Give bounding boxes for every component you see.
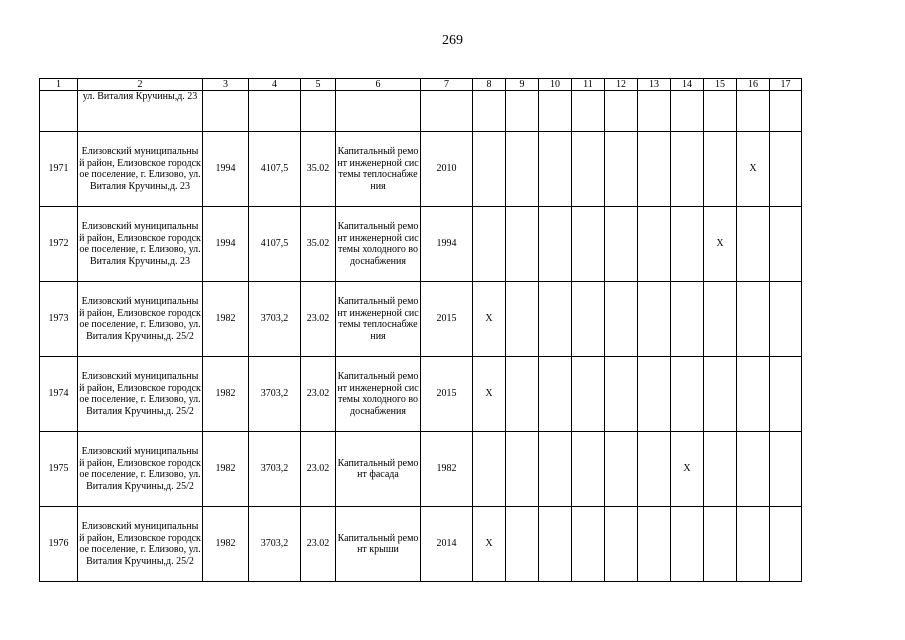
mark-cell <box>572 357 605 432</box>
address-cell: Елизовский муниципальный район, Елизовское городское поселение, г. Елизово, ул. Виталия Кручины,д. 25/2 <box>78 507 203 582</box>
mark-cell <box>506 432 539 507</box>
table-cell <box>770 91 802 132</box>
column-header: 5 <box>301 79 336 91</box>
column-header: 3 <box>203 79 249 91</box>
column-header: 8 <box>473 79 506 91</box>
column-header: 4 <box>249 79 301 91</box>
mark-cell <box>671 132 704 207</box>
address-cell: Елизовский муниципальный район, Елизовское городское поселение, г. Елизово, ул. Виталия Кручины,д. 25/2 <box>78 357 203 432</box>
mark-cell <box>539 132 572 207</box>
column-header: 15 <box>704 79 737 91</box>
mark-cell <box>605 432 638 507</box>
mark-cell: X <box>473 507 506 582</box>
table-cell <box>737 91 770 132</box>
build-year-cell: 1994 <box>203 132 249 207</box>
mark-cell <box>473 432 506 507</box>
mark-cell <box>704 132 737 207</box>
column-header: 2 <box>78 79 203 91</box>
mark-cell <box>737 207 770 282</box>
build-year-cell: 1982 <box>203 357 249 432</box>
address-cell: Елизовский муниципальный район, Елизовское городское поселение, г. Елизово, ул. Виталия Кручины,д. 23 <box>78 132 203 207</box>
table-cell <box>572 91 605 132</box>
build-year-cell: 1982 <box>203 507 249 582</box>
table-cell <box>704 91 737 132</box>
row-number: 1972 <box>40 207 78 282</box>
row-number: 1973 <box>40 282 78 357</box>
mark-cell <box>572 507 605 582</box>
row-number: 1975 <box>40 432 78 507</box>
mark-cell <box>539 432 572 507</box>
area-cell: 3703,2 <box>249 282 301 357</box>
header-row <box>40 79 802 91</box>
mark-cell <box>605 207 638 282</box>
mark-cell <box>605 282 638 357</box>
table-cell <box>421 91 473 132</box>
column-header: 7 <box>421 79 473 91</box>
plan-year-cell: 1994 <box>421 207 473 282</box>
mark-cell <box>770 282 802 357</box>
mark-cell <box>704 282 737 357</box>
table-cell <box>40 91 78 132</box>
mark-cell <box>506 357 539 432</box>
mark-cell <box>473 132 506 207</box>
mark-cell <box>671 357 704 432</box>
table-row <box>40 132 802 207</box>
plan-year-cell: 2015 <box>421 357 473 432</box>
code-cell: 23.02 <box>301 507 336 582</box>
mark-cell <box>671 282 704 357</box>
work-type-cell: Капитальный ремонт фасада <box>336 432 421 507</box>
mark-cell <box>638 207 671 282</box>
mark-cell <box>572 207 605 282</box>
table-row <box>40 207 802 282</box>
mark-cell <box>704 432 737 507</box>
column-header: 9 <box>506 79 539 91</box>
table-row <box>40 282 802 357</box>
mark-cell <box>605 132 638 207</box>
area-cell: 3703,2 <box>249 357 301 432</box>
code-cell: 23.02 <box>301 357 336 432</box>
address-continuation: ул. Виталия Кручины,д. 23 <box>78 91 203 132</box>
column-header: 17 <box>770 79 802 91</box>
mark-cell <box>671 207 704 282</box>
mark-cell <box>605 357 638 432</box>
build-year-cell: 1982 <box>203 432 249 507</box>
mark-cell <box>506 132 539 207</box>
page-number: 269 <box>442 33 463 48</box>
mark-cell: X <box>704 207 737 282</box>
mark-cell: X <box>473 357 506 432</box>
column-header: 10 <box>539 79 572 91</box>
table-cell <box>301 91 336 132</box>
mark-cell <box>572 432 605 507</box>
table-cell <box>203 91 249 132</box>
build-year-cell: 1982 <box>203 282 249 357</box>
area-cell: 3703,2 <box>249 432 301 507</box>
mark-cell <box>737 507 770 582</box>
mark-cell <box>473 207 506 282</box>
mark-cell <box>704 357 737 432</box>
table-cell <box>336 91 421 132</box>
mark-cell <box>770 432 802 507</box>
continuation-row <box>40 91 802 132</box>
mark-cell <box>539 357 572 432</box>
code-cell: 23.02 <box>301 282 336 357</box>
mark-cell <box>539 507 572 582</box>
mark-cell <box>506 207 539 282</box>
mark-cell <box>770 507 802 582</box>
work-type-cell: Капитальный ремонт инженерной системы холодного водоснабжения <box>336 207 421 282</box>
mark-cell <box>506 282 539 357</box>
mark-cell <box>671 507 704 582</box>
table-cell <box>605 91 638 132</box>
mark-cell <box>539 207 572 282</box>
plan-year-cell: 2010 <box>421 132 473 207</box>
column-header: 12 <box>605 79 638 91</box>
mark-cell <box>704 507 737 582</box>
area-cell: 4107,5 <box>249 207 301 282</box>
column-header: 6 <box>336 79 421 91</box>
table-row <box>40 507 802 582</box>
column-header: 11 <box>572 79 605 91</box>
mark-cell <box>638 282 671 357</box>
mark-cell <box>572 132 605 207</box>
mark-cell <box>770 132 802 207</box>
address-cell: Елизовский муниципальный район, Елизовское городское поселение, г. Елизово, ул. Виталия Кручины,д. 23 <box>78 207 203 282</box>
table-row <box>40 357 802 432</box>
address-cell: Елизовский муниципальный район, Елизовское городское поселение, г. Елизово, ул. Виталия Кручины,д. 25/2 <box>78 282 203 357</box>
code-cell: 35.02 <box>301 132 336 207</box>
mark-cell: X <box>671 432 704 507</box>
table-cell <box>638 91 671 132</box>
mark-cell <box>638 507 671 582</box>
mark-cell: X <box>473 282 506 357</box>
column-header: 13 <box>638 79 671 91</box>
mark-cell <box>770 357 802 432</box>
mark-cell <box>737 282 770 357</box>
mark-cell <box>770 207 802 282</box>
work-type-cell: Капитальный ремонт инженерной системы теплоснабжения <box>336 132 421 207</box>
work-type-cell: Капитальный ремонт крыши <box>336 507 421 582</box>
column-header: 14 <box>671 79 704 91</box>
row-number: 1971 <box>40 132 78 207</box>
mark-cell <box>572 282 605 357</box>
mark-cell <box>539 282 572 357</box>
mark-cell <box>506 507 539 582</box>
column-header: 16 <box>737 79 770 91</box>
table-cell <box>249 91 301 132</box>
work-type-cell: Капитальный ремонт инженерной системы теплоснабжения <box>336 282 421 357</box>
row-number: 1976 <box>40 507 78 582</box>
mark-cell <box>638 132 671 207</box>
table-row <box>40 432 802 507</box>
mark-cell <box>638 357 671 432</box>
code-cell: 35.02 <box>301 207 336 282</box>
mark-cell <box>737 357 770 432</box>
code-cell: 23.02 <box>301 432 336 507</box>
address-cell: Елизовский муниципальный район, Елизовское городское поселение, г. Елизово, ул. Виталия Кручины,д. 25/2 <box>78 432 203 507</box>
plan-year-cell: 2015 <box>421 282 473 357</box>
mark-cell: X <box>737 132 770 207</box>
mark-cell <box>737 432 770 507</box>
column-header: 1 <box>40 79 78 91</box>
area-cell: 4107,5 <box>249 132 301 207</box>
plan-year-cell: 2014 <box>421 507 473 582</box>
table-cell <box>671 91 704 132</box>
table-cell <box>506 91 539 132</box>
work-type-cell: Капитальный ремонт инженерной системы холодного водоснабжения <box>336 357 421 432</box>
plan-year-cell: 1982 <box>421 432 473 507</box>
row-number: 1974 <box>40 357 78 432</box>
area-cell: 3703,2 <box>249 507 301 582</box>
registry-table <box>39 78 802 582</box>
mark-cell <box>605 507 638 582</box>
mark-cell <box>638 432 671 507</box>
table-cell <box>473 91 506 132</box>
table-cell <box>539 91 572 132</box>
build-year-cell: 1994 <box>203 207 249 282</box>
